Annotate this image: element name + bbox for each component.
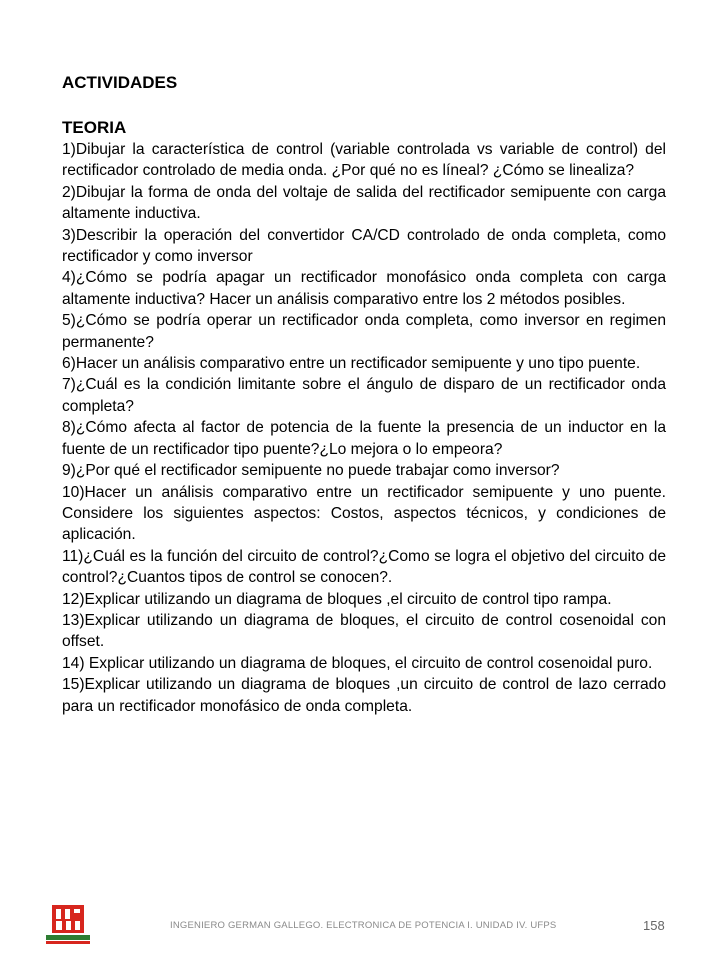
list-item: 13)Explicar utilizando un diagrama de bloques, el circuito de control cosenoidal con offset. [62, 611, 666, 651]
section-heading: TEORIA [62, 118, 127, 137]
list-item: 8)¿Cómo afecta al factor de potencia de la fuente la presencia de un inductor en la fuente de un rectificador tipo puente?¿Lo mejora o lo empeora? [62, 419, 666, 458]
list-item: 12)Explicar utilizando un diagrama de bloques ,el circuito de control tipo rampa. [62, 590, 612, 608]
list-item: 7)¿Cuál es la condición limitante sobre el ángulo de disparo de un rectificador onda completa? [62, 376, 666, 415]
activity-list [62, 139, 666, 717]
list-item: 1)Dibujar la característica de control (variable controlada vs variable de control) del rectificador controlado de media onda. ¿Por qué no es líneal? ¿Cómo se linealiza? [62, 141, 666, 180]
footer-text: INGENIERO GERMAN GALLEGO. ELECTRONICA DE POTENCIA I. UNIDAD IV. UFPS [170, 920, 557, 931]
list-item: 5)¿Cómo se podría operar un rectificador onda completa, como inversor en regimen permanente? [62, 312, 666, 351]
list-item: 15)Explicar utilizando un diagrama de bloques ,un circuito de control de lazo cerrado para un rectificador monofásico de onda completa. [62, 676, 666, 715]
list-item: 14) Explicar utilizando un diagrama de bloques, el circuito de control cosenoidal puro. [62, 654, 653, 672]
list-item: 11)¿Cuál es la función del circuito de control?¿Como se logra el objetivo del circuito de control?¿Cuantos tipos de control se conocen?. [62, 547, 666, 587]
page-title: ACTIVIDADES [62, 73, 178, 92]
page-footer [0, 900, 720, 960]
list-item: 3)Describir la operación del convertidor CA/CD controlado de onda completa, como rectificador y como inversor [62, 226, 666, 266]
list-item: 9)¿Por qué el rectificador semipuente no puede trabajar como inversor? [62, 462, 560, 480]
list-item: 10)Hacer un análisis comparativo entre un rectificador semipuente y uno puente. Considere los siguientes aspectos: Costos, aspectos técnicos, y condiciones de aplicación. [62, 483, 666, 544]
list-item: 6)Hacer un análisis comparativo entre un rectificador semipuente y uno tipo puente. [62, 355, 641, 373]
list-item: 4)¿Cómo se podría apagar un rectificador monofásico onda completa con carga altamente inductiva? Hacer un análisis comparativo entre los 2 métodos posibles. [62, 269, 666, 308]
ufps-logo-icon [42, 903, 94, 947]
document-body [62, 72, 666, 717]
list-item: 2)Dibujar la forma de onda del voltaje de salida del rectificador semipuente con carga altamente inductiva. [62, 183, 666, 223]
page-number: 158 [643, 918, 665, 933]
